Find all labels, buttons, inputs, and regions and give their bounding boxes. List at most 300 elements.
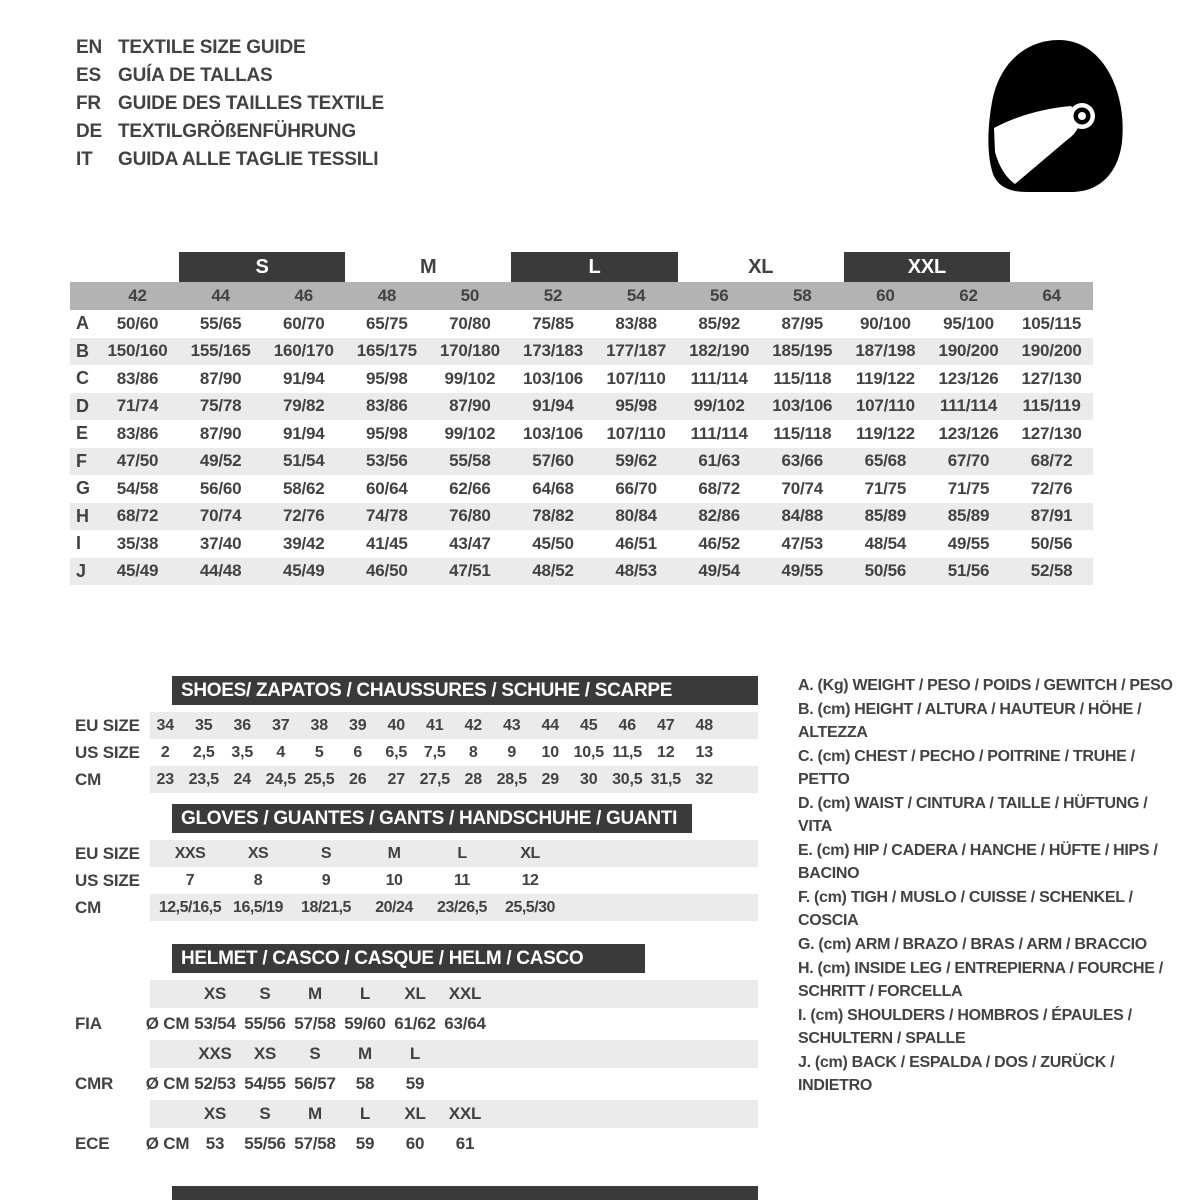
size-value: 56/60 xyxy=(199,478,242,498)
size-value: 99/102 xyxy=(693,396,745,416)
size-value: 43/47 xyxy=(449,533,491,553)
shoes-rows xyxy=(70,712,758,793)
size-value: 10 xyxy=(541,743,559,761)
row-label: CM xyxy=(75,897,102,917)
size-value: 123/126 xyxy=(938,423,999,443)
helmet-size-value: 61/62 xyxy=(394,1014,436,1033)
language-line xyxy=(76,34,384,62)
size-value: 71/75 xyxy=(864,478,907,498)
size-value: 185/195 xyxy=(772,341,833,361)
helmet-size-value: 59/60 xyxy=(344,1014,386,1033)
helmet-size-header: S xyxy=(259,984,271,1003)
row-label: EU SIZE xyxy=(75,843,140,863)
size-value: 51/56 xyxy=(947,561,990,581)
row-values xyxy=(146,766,724,793)
helmet-size-value: 55/56 xyxy=(244,1014,286,1033)
size-value: 50/56 xyxy=(864,561,907,581)
helmet-size-header-row xyxy=(70,1100,758,1128)
size-row-e xyxy=(70,420,1093,448)
size-row-h xyxy=(70,503,1093,531)
measurement-legend xyxy=(798,674,1183,1098)
size-row-i xyxy=(70,530,1093,558)
size-value: 68/72 xyxy=(116,506,159,526)
gloves-rows xyxy=(70,840,758,921)
helmet-size-header: XL xyxy=(404,984,426,1003)
size-value: 95/98 xyxy=(615,396,657,416)
size-value: 39 xyxy=(349,716,367,734)
size-value: 41 xyxy=(426,716,444,734)
row-label: US SIZE xyxy=(75,742,140,762)
language-title: GUÍA DE TALLAS xyxy=(118,65,273,86)
size-column-header: 44 xyxy=(211,286,230,305)
size-value: 7 xyxy=(185,871,195,889)
data-row-cm xyxy=(70,766,758,793)
size-value: 25,5/30 xyxy=(505,898,555,916)
size-column-header: 52 xyxy=(543,286,563,305)
legend-item: J. (cm) BACK / ESPALDA / DOS / ZURÜCK / INDIETRO xyxy=(798,1054,1115,1094)
size-row-g xyxy=(70,475,1093,503)
size-value: 45/50 xyxy=(532,533,574,553)
language-code: EN xyxy=(76,37,102,58)
size-value: 42 xyxy=(464,716,482,734)
size-value: 8 xyxy=(253,871,263,889)
size-rows xyxy=(70,310,1093,585)
size-value: 27 xyxy=(387,770,405,788)
size-value: 40 xyxy=(387,716,405,734)
size-value: 155/165 xyxy=(190,341,251,361)
size-value: 39/42 xyxy=(282,533,325,553)
helmet-size-header: M xyxy=(308,984,322,1003)
row-values xyxy=(146,739,724,766)
size-value: 20/24 xyxy=(375,898,413,916)
size-column-header: 54 xyxy=(626,286,646,305)
size-value: 107/110 xyxy=(606,368,666,388)
helmet-size-header: S xyxy=(309,1044,321,1063)
size-value: 64/68 xyxy=(532,478,574,498)
size-column-header: 50 xyxy=(460,286,480,305)
helmet-size-header: M xyxy=(358,1044,372,1063)
row-letter: H xyxy=(76,505,89,526)
size-value: 12,5/16,5 xyxy=(158,898,222,916)
size-value: 111/114 xyxy=(690,368,748,388)
row-values xyxy=(145,1100,490,1128)
helmet-standard-label: ECE xyxy=(75,1134,110,1153)
helmet-title-bar: HELMET / CASCO / CASQUE / HELM / CASCO xyxy=(172,944,645,973)
helmet-size-value: 56/57 xyxy=(294,1074,336,1093)
size-value: 72/76 xyxy=(282,506,325,526)
language-code: FR xyxy=(76,93,101,114)
helmet-size-header: XS xyxy=(253,1044,277,1063)
legend-item: G. (cm) ARM / BRAZO / BRAS / ARM / BRACCIO xyxy=(798,936,1147,953)
size-value: 50/56 xyxy=(1030,533,1073,553)
size-value: 55/58 xyxy=(449,451,491,471)
data-row-eu-size xyxy=(70,840,758,867)
size-value: 30 xyxy=(580,770,598,788)
language-line xyxy=(76,62,384,90)
size-value: 105/115 xyxy=(1022,313,1082,333)
size-row-j xyxy=(70,558,1093,586)
size-number-row xyxy=(70,282,1093,310)
size-value: 9 xyxy=(507,743,517,761)
size-value: 61/63 xyxy=(698,451,740,471)
helmet-size-value: 61 xyxy=(455,1134,475,1153)
row-values xyxy=(145,1008,490,1040)
legend-item: D. (cm) WAIST / CINTURA / TAILLE / HÜFTUNG / VITA xyxy=(798,795,1148,835)
size-value: 65/68 xyxy=(864,451,907,471)
size-value: 24,5 xyxy=(265,770,296,788)
size-value: 127/130 xyxy=(1021,368,1082,388)
size-value: 177/187 xyxy=(606,341,667,361)
size-value: 68/72 xyxy=(698,478,740,498)
row-label: CM xyxy=(75,769,102,789)
size-value: 71/75 xyxy=(947,478,990,498)
size-value: 70/80 xyxy=(449,313,491,333)
shoes-title-bar: SHOES/ ZAPATOS / CHAUSSURES / SCHUHE / SCARPE xyxy=(172,676,758,705)
size-value: 7,5 xyxy=(423,743,446,761)
row-values xyxy=(145,980,490,1008)
size-value: 107/110 xyxy=(855,396,915,416)
size-value: 75/85 xyxy=(532,313,574,333)
size-value: 190/200 xyxy=(1021,341,1082,361)
size-value: 54/58 xyxy=(116,478,159,498)
size-value: XL xyxy=(520,844,540,862)
size-column-header: 42 xyxy=(128,286,147,305)
size-value: 3,5 xyxy=(231,743,254,761)
size-value: 23,5 xyxy=(188,770,219,788)
unit-spacer xyxy=(145,980,190,1008)
helmet-size-value: 59 xyxy=(405,1074,425,1093)
helmet-size-header: L xyxy=(409,1044,421,1063)
helmet-standard-label: FIA xyxy=(75,1014,102,1033)
size-value: 115/119 xyxy=(1022,396,1081,416)
size-value: 46/52 xyxy=(698,533,740,553)
data-row-cm xyxy=(70,894,758,921)
racing-helmet-icon xyxy=(983,36,1128,194)
size-value: 83/86 xyxy=(116,368,159,388)
helmet-size-header: XXS xyxy=(198,1044,232,1063)
size-value: 49/52 xyxy=(199,451,242,471)
size-value: 95/98 xyxy=(366,423,408,443)
helmet-size-value: 54/55 xyxy=(244,1074,286,1093)
row-values xyxy=(145,1068,490,1100)
size-value: 49/54 xyxy=(698,561,740,581)
language-title: GUIDA ALLE TAGLIE TESSILI xyxy=(118,149,379,170)
size-row-c xyxy=(70,365,1093,393)
helmet-size-value: 53/54 xyxy=(194,1014,236,1033)
size-value: 66/70 xyxy=(615,478,657,498)
size-value: 87/95 xyxy=(781,313,824,333)
size-value: 29 xyxy=(541,770,559,788)
size-value: 9 xyxy=(321,871,331,889)
language-code: ES xyxy=(76,65,101,86)
size-value: 38 xyxy=(310,716,328,734)
row-letter: F xyxy=(76,450,87,471)
size-value: 76/80 xyxy=(449,506,491,526)
size-value: 45/49 xyxy=(116,561,159,581)
size-value: 5 xyxy=(314,743,324,761)
size-value: 91/94 xyxy=(282,368,325,388)
helmet-size-header: M xyxy=(308,1104,322,1123)
size-value: 70/74 xyxy=(199,506,242,526)
size-value: 84/88 xyxy=(781,506,824,526)
size-value: 45/49 xyxy=(282,561,325,581)
helmet-size-header: L xyxy=(359,984,371,1003)
size-value: 62/66 xyxy=(449,478,491,498)
size-value: 160/170 xyxy=(273,341,334,361)
size-value: 123/126 xyxy=(938,368,999,388)
size-value: 99/102 xyxy=(444,368,496,388)
helmet-size-header-row xyxy=(70,980,758,1008)
size-value: 30,5 xyxy=(612,770,643,788)
size-value: 46/51 xyxy=(615,533,657,553)
diameter-unit-label: Ø CM xyxy=(145,1134,190,1153)
language-title: TEXTILE SIZE GUIDE xyxy=(118,37,306,58)
language-block xyxy=(76,34,384,174)
size-value: 82/86 xyxy=(698,506,740,526)
size-value: 71/74 xyxy=(116,396,159,416)
size-value: 91/94 xyxy=(532,396,574,416)
size-group-xl: XL xyxy=(748,255,774,278)
row-label: US SIZE xyxy=(75,870,140,890)
size-value: 51/54 xyxy=(282,451,325,471)
size-value: 99/102 xyxy=(444,423,496,443)
size-group-xxl: XXL xyxy=(844,252,1010,282)
size-value: 119/122 xyxy=(855,423,915,443)
legend-item: F. (cm) TIGH / MUSLO / CUISSE / SCHENKEL / COSCIA xyxy=(798,889,1133,929)
size-value: 10,5 xyxy=(573,743,604,761)
row-letter: D xyxy=(76,395,89,416)
size-value: 111/114 xyxy=(939,396,998,416)
size-value: S xyxy=(320,844,332,862)
size-value: 57/60 xyxy=(532,451,574,471)
size-row-f xyxy=(70,448,1093,476)
size-value: 83/86 xyxy=(116,423,159,443)
size-group-row xyxy=(70,252,1093,282)
size-value: 127/130 xyxy=(1021,423,1082,443)
helmet-size-value: 55/56 xyxy=(244,1134,286,1153)
size-value: XXS xyxy=(174,844,206,862)
row-values xyxy=(156,840,564,867)
size-value: 2 xyxy=(160,743,170,761)
size-value: 65/75 xyxy=(366,313,408,333)
legend-item: C. (cm) CHEST / PECHO / POITRINE / TRUHE / PETTO xyxy=(798,748,1135,788)
size-row-b xyxy=(70,338,1093,366)
helmet-size-value: 57/58 xyxy=(294,1134,336,1153)
helmet-value-row xyxy=(70,1008,758,1040)
size-column-header: 46 xyxy=(294,286,313,305)
data-row-eu-size xyxy=(70,712,758,739)
size-value: 24 xyxy=(233,770,251,788)
helmet-standard-label: CMR xyxy=(75,1074,114,1093)
size-value: L xyxy=(457,844,467,862)
gloves-title-bar: GLOVES / GUANTES / GANTS / HANDSCHUHE / GUANTI xyxy=(172,804,692,833)
garment-size-table xyxy=(70,252,1093,585)
size-value: 150/160 xyxy=(107,341,168,361)
language-code: IT xyxy=(76,149,93,170)
size-value: 47/51 xyxy=(449,561,491,581)
size-value: 80/84 xyxy=(615,506,657,526)
size-value: 75/78 xyxy=(199,396,242,416)
size-value: 13 xyxy=(695,743,713,761)
helmet-size-header: XXL xyxy=(448,1104,482,1123)
size-value: 4 xyxy=(276,743,286,761)
size-value: 91/94 xyxy=(282,423,325,443)
size-value: 60/64 xyxy=(366,478,408,498)
size-row-a xyxy=(70,310,1093,338)
row-values xyxy=(156,867,564,894)
size-value: 48/53 xyxy=(615,561,657,581)
row-values xyxy=(145,1040,490,1068)
size-value: 49/55 xyxy=(947,533,990,553)
helmet-size-header: XL xyxy=(404,1104,426,1123)
legend-item: H. (cm) INSIDE LEG / ENTREPIERNA / FOURCHE / SCHRITT / FORCELLA xyxy=(798,960,1163,1000)
helmet-size-value: 59 xyxy=(355,1134,375,1153)
helmet-table xyxy=(70,944,758,1160)
size-value: 63/66 xyxy=(781,451,824,471)
size-value: 45 xyxy=(580,716,598,734)
size-value: 46 xyxy=(618,716,636,734)
size-value: 8 xyxy=(468,743,478,761)
helmet-size-value: 58 xyxy=(355,1074,375,1093)
size-value: 43 xyxy=(503,716,521,734)
size-value: 48 xyxy=(695,716,713,734)
size-column-header: 62 xyxy=(959,286,978,305)
size-value: 78/82 xyxy=(532,506,574,526)
bottom-bar xyxy=(172,1186,758,1200)
size-value: 44/48 xyxy=(199,561,242,581)
helmet-size-value: 60 xyxy=(405,1134,425,1153)
size-value: 28 xyxy=(464,770,482,788)
size-value: 47 xyxy=(657,716,675,734)
size-value: 67/70 xyxy=(947,451,990,471)
size-value: 23/26,5 xyxy=(437,898,487,916)
size-value: 16,5/19 xyxy=(233,898,283,916)
size-value: 187/198 xyxy=(855,341,916,361)
helmet-size-header: S xyxy=(259,1104,271,1123)
size-group-s: S xyxy=(179,252,345,282)
size-value: 25,5 xyxy=(304,770,335,788)
size-value: 48/52 xyxy=(532,561,574,581)
size-value: 103/106 xyxy=(772,396,833,416)
size-value: 11 xyxy=(454,871,470,889)
size-value: 47/53 xyxy=(781,533,824,553)
language-title: TEXTILGRÖßENFÜHRUNG xyxy=(118,121,356,142)
size-value: 72/76 xyxy=(1030,478,1073,498)
size-value: 74/78 xyxy=(366,506,408,526)
legend-item: B. (cm) HEIGHT / ALTURA / HAUTEUR / HÖHE / ALTEZZA xyxy=(798,701,1142,741)
helmet-size-header: XXL xyxy=(448,984,482,1003)
size-value: 58/62 xyxy=(282,478,325,498)
row-letter: C xyxy=(76,368,89,389)
size-column-header: 58 xyxy=(793,286,812,305)
row-values xyxy=(156,894,564,921)
language-code: DE xyxy=(76,121,102,142)
size-value: 90/100 xyxy=(859,313,911,333)
size-value: 95/100 xyxy=(943,313,994,333)
row-values xyxy=(146,712,724,739)
size-value: 10 xyxy=(385,871,403,889)
row-values xyxy=(145,1128,490,1160)
size-value: 6 xyxy=(353,743,363,761)
size-value: 103/106 xyxy=(522,368,584,388)
size-value: 79/82 xyxy=(282,396,325,416)
size-value: 115/118 xyxy=(773,423,832,443)
size-value: 107/110 xyxy=(606,423,666,443)
helmet-size-value: 63/64 xyxy=(444,1014,486,1033)
size-value: 2,5 xyxy=(192,743,215,761)
row-letter: G xyxy=(76,478,90,499)
size-group-l: L xyxy=(511,252,677,282)
unit-spacer xyxy=(145,1040,190,1068)
size-value: 44 xyxy=(541,716,559,734)
size-value: 68/72 xyxy=(1030,451,1073,471)
size-row-d xyxy=(70,393,1093,421)
size-value: 47/50 xyxy=(116,451,159,471)
helmet-rows xyxy=(70,980,758,1160)
size-value: 70/74 xyxy=(781,478,824,498)
helmet-size-value: 52/53 xyxy=(194,1074,236,1093)
size-value: 95/98 xyxy=(366,368,408,388)
size-value: 34 xyxy=(156,716,174,734)
size-group-m: M xyxy=(420,255,437,278)
language-line xyxy=(76,146,384,174)
size-column-header: 56 xyxy=(709,286,729,305)
size-column-header: 48 xyxy=(377,286,397,305)
size-value: 37/40 xyxy=(199,533,242,553)
size-value: 18/21,5 xyxy=(301,898,351,916)
size-value: 119/122 xyxy=(855,368,915,388)
helmet-value-row xyxy=(70,1128,758,1160)
size-value: 37 xyxy=(272,716,290,734)
size-value: 87/90 xyxy=(449,396,491,416)
helmet-size-value: 53 xyxy=(205,1134,225,1153)
data-row-us-size xyxy=(70,739,758,766)
legend-item: E. (cm) HIP / CADERA / HANCHE / HÜFTE / HIPS / BACINO xyxy=(798,842,1158,882)
size-value: 52/58 xyxy=(1030,561,1073,581)
diameter-unit-label: Ø CM xyxy=(145,1014,190,1033)
helmet-size-header-row xyxy=(70,1040,758,1068)
legend-item: A. (Kg) WEIGHT / PESO / POIDS / GEWITCH / PESO xyxy=(798,677,1173,694)
size-value: 60/70 xyxy=(282,313,325,333)
size-value: 59/62 xyxy=(615,451,657,471)
helmet-size-header: XS xyxy=(203,1104,227,1123)
size-value: 103/106 xyxy=(522,423,584,443)
size-value: 35 xyxy=(195,716,213,734)
corner-cell xyxy=(70,282,96,310)
legend-item: I. (cm) SHOULDERS / HOMBROS / ÉPAULES / SCHULTERN / SPALLE xyxy=(798,1007,1132,1047)
size-value: 28,5 xyxy=(496,770,527,788)
gloves-table xyxy=(70,804,758,921)
row-letter: I xyxy=(76,533,81,554)
size-value: 170/180 xyxy=(439,341,500,361)
size-value: 87/90 xyxy=(199,423,242,443)
row-letter: B xyxy=(76,340,89,361)
unit-spacer xyxy=(145,1100,190,1128)
size-value: 55/65 xyxy=(199,313,242,333)
size-group-spacer xyxy=(1010,252,1093,282)
size-value: 85/89 xyxy=(864,506,907,526)
size-value: 182/190 xyxy=(689,341,750,361)
data-row-us-size xyxy=(70,867,758,894)
language-line xyxy=(76,118,384,146)
helmet-size-value: 57/58 xyxy=(294,1014,336,1033)
size-value: 111/114 xyxy=(690,423,748,443)
size-value: 53/56 xyxy=(366,451,408,471)
size-value: 41/45 xyxy=(366,533,408,553)
language-title: GUIDE DES TAILLES TEXTILE xyxy=(118,93,384,114)
size-value: 83/86 xyxy=(366,396,408,416)
size-value: 12 xyxy=(521,871,539,889)
